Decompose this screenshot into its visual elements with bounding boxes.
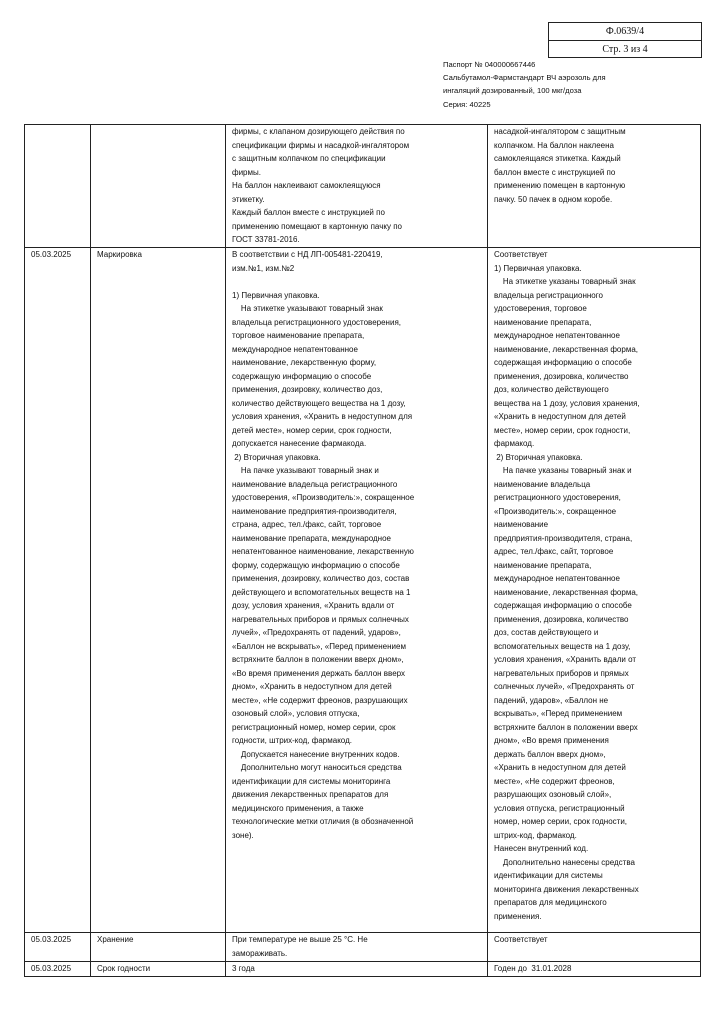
requirement-cell: В соответствии с НД ЛП-005481-220419, изм.№1, изм.№2 1) Первичная упаковка. На этикетке указывают товарный знак владельца регистрационного удостоверения, торговое наименование препарата, международное непатентованное наименование, лекарственную форму, содержащую информацию о способе применения, дозировку, количество доз, количество действующего вещества на 1 дозу, условия хранения, «Хранить в недоступном для детей месте», номер серии, срок годности, допускается нанесение фармакода. 2) Вторичная упаковка. На пачке указывают товарный знак и наименование владельца регистрационного удостоверения, «Производитель:», сокращенное наименование предприятия-производителя, страна, адрес, тел./факс, сайт, торговое наименование препарата, международное непатентованное наименование, лекарственную форму, содержащую информацию о способе применения, дозировку, количество доз, состав действующего и вспомогательных веществ на 1 дозу, условия хранения, «Хранить вдали от нагревательных приборов и прямых солнечных лучей», «Предохранять от падений, ударов», «Баллон не вскрывать», «Перед применением встряхните баллон в положении вверх дном», «Во время применения держать баллон вверх дном», «Хранить в недоступном для детей месте», «Не содержит фреонов, разрушающих озоновый слой», условия отпуска, регистрационный номер, номер серии, срок годности, штрих-код, фармакод. Допускается нанесение внутренних кодов. Дополнительно могут наноситься средства идентификации для системы мониторинга движения лекарственных препаратов для медицинского применения, а также технологические метки отличия (в обозначенной зоне). [226,248,488,933]
date-cell [25,125,91,248]
results-table [24,124,701,977]
result-cell: Соответствует 1) Первичная упаковка. На этикетке указаны товарный знак владельца регистрационного удостоверения, торговое наименование препарата, международное непатентованное наименование, лекарственная форма, содержащая информацию о способе применения, дозировка, количество доз, количество действующего вещества на 1 дозу, условия хранения, «Хранить в недоступном для детей месте», номер серии, срок годности, фармакод. 2) Вторичная упаковка. На пачке указаны товарный знак и наименование владельца регистрационного удостоверения, «Производитель:», сокращенное наименование предприятия-производителя, страна, адрес, тел./факс, сайт, торговое наименование препарата, международное непатентованное наименование, лекарственная форма, содержащая информацию о способе применения, дозировка, количество доз, состав действующего и вспомогательных веществ на 1 дозу, условия хранения, «Хранить вдали от нагревательных приборов и прямых солнечных лучей», «Предохранять от падений, ударов», «Баллон не вскрывать», «Перед применением встряхните баллон в положении вверх дном», «Во время применения держать баллон вверх дном», «Хранить в недоступном для детей месте», «Не содержит фреонов, разрушающих озоновый слой», условия отпуска, регистрационный номер, номер серии, срок годности, штрих-код, фармакод. Нанесен внутренний код. Дополнительно нанесены средства идентификации для системы мониторинга движения лекарственных препаратов для медицинского применения. [488,248,701,933]
form-number-box [548,22,702,58]
form-code: Ф.0639/4 [605,26,645,37]
date-cell: 05.03.2025 [25,933,91,962]
result-cell: Годен до 31.01.2028 [488,962,701,977]
indicator-cell: Хранение [91,933,226,962]
product-name-line1: Сальбутамол-Фармстандарт ВЧ аэрозоль для [443,73,606,83]
indicator-cell [91,125,226,248]
series-number: Серия: 40225 [443,99,491,109]
result-cell: насадкой-ингалятором с защитным колпачком. На баллон наклеена самоклеящаяся этикетка. Каждый баллон вместе с инструкцией по применению помещен в картонную пачку. 50 пачек в одном коробе. [488,125,701,248]
requirement-cell: фирмы, с клапаном дозирующего действия по спецификации фирмы и насадкой-ингалятором с защитным колпачком по спецификации фирмы. На баллон наклеивают самоклеящуюся этикетку. Каждый баллон вместе с инструкцией по применению помещают в картонную пачку по ГОСТ 33781-2016. [226,125,488,248]
indicator-cell: Маркировка [91,248,226,933]
table-row [25,933,701,962]
page-number: Стр. 3 из 4 [549,40,701,58]
table-row [25,962,701,977]
passport-header [443,58,606,111]
table-row [25,125,701,248]
result-cell: Соответствует [488,933,701,962]
product-name-line2: ингаляций дозированный, 100 мкг/доза [443,86,582,96]
date-cell: 05.03.2025 [25,962,91,977]
passport-number: Паспорт № 040000667446 [443,60,536,69]
indicator-cell: Срок годности [91,962,226,977]
table-row [25,248,701,933]
requirement-cell: При температуре не выше 25 °С. Не замораживать. [226,933,488,962]
date-cell: 05.03.2025 [25,248,91,933]
requirement-cell: 3 года [226,962,488,977]
